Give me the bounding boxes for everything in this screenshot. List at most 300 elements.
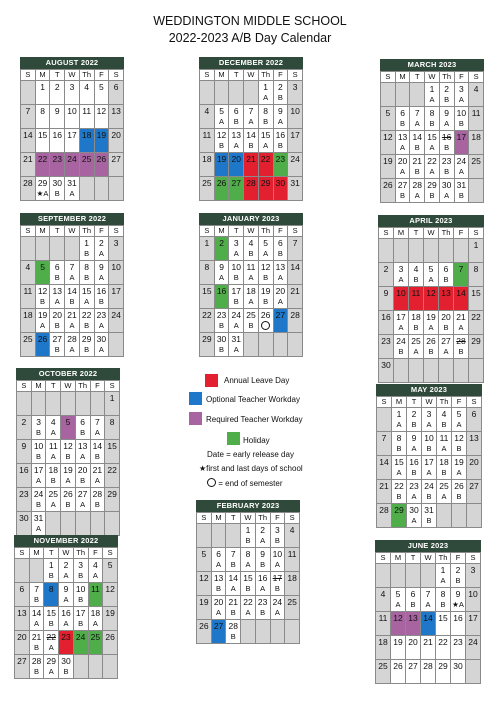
month-grid: [16, 380, 120, 536]
day-cell: [21, 129, 36, 153]
day-cell: [211, 548, 226, 572]
day-cell: [258, 153, 273, 177]
day-cell: [214, 333, 229, 357]
day-cell: [46, 392, 61, 416]
day-number: 21: [67, 310, 77, 320]
day-cell: [451, 612, 466, 636]
day-cell: [46, 440, 61, 464]
ab-day-label: B: [54, 321, 60, 330]
day-cell: [200, 333, 215, 357]
day-number: 4: [84, 82, 90, 92]
ab-day-label: B: [398, 347, 404, 356]
day-number: 24: [468, 637, 478, 647]
day-number: 18: [23, 310, 33, 320]
day-number: 19: [96, 130, 107, 140]
month-calendar: [14, 535, 118, 679]
day-cell: [273, 237, 288, 261]
ab-day-label: B: [274, 536, 280, 545]
day-cell: [258, 129, 273, 153]
day-cell: [29, 559, 44, 583]
ab-day-label: A: [413, 347, 419, 356]
day-cell: [15, 559, 30, 583]
month-title: MARCH 2023: [380, 59, 484, 71]
day-cell: [226, 548, 241, 572]
day-number: 4: [248, 238, 254, 248]
day-cell: [424, 359, 439, 383]
day-cell: [469, 179, 484, 203]
day-cell: [88, 655, 103, 679]
week-row: [17, 392, 120, 416]
day-cell: [273, 285, 288, 309]
day-cell: [407, 408, 422, 432]
day-number: 26: [105, 632, 115, 642]
day-number: 22: [37, 154, 48, 164]
ab-day-label: B: [54, 345, 60, 354]
holiday-swatch: [227, 432, 240, 445]
weekday-header: W: [244, 226, 259, 237]
day-number: 3: [69, 82, 75, 92]
weekday-header: S: [469, 228, 484, 239]
day-number: 13: [213, 573, 224, 583]
day-cell: [241, 596, 256, 620]
day-number: 1: [429, 84, 435, 94]
weekday-header: W: [422, 397, 437, 408]
day-cell: [103, 631, 118, 655]
day-cell: [452, 456, 467, 480]
day-number: 7: [34, 584, 39, 594]
weekday-header: Th: [73, 548, 88, 559]
day-cell: [103, 607, 118, 631]
day-number: 11: [246, 262, 256, 272]
ab-day-label: A: [65, 476, 71, 485]
ab-day-label: A: [458, 323, 464, 332]
day-number: 27: [17, 656, 27, 666]
ab-day-label: B: [94, 452, 100, 461]
ab-day-label: A: [233, 249, 239, 258]
ab-day-label: A: [80, 452, 86, 461]
first-last-note: [199, 464, 303, 473]
day-cell: [226, 596, 241, 620]
day-cell: [229, 333, 244, 357]
day-cell: [105, 416, 120, 440]
day-number: 18: [90, 608, 101, 618]
day-number: 3: [459, 84, 464, 94]
day-number: 5: [201, 549, 207, 559]
day-number: 21: [423, 637, 433, 647]
day-cell: [211, 620, 226, 644]
day-number: 26: [426, 336, 436, 346]
day-cell: [214, 237, 229, 261]
month-grid: [20, 69, 124, 201]
day-cell: [31, 464, 46, 488]
day-cell: [65, 81, 80, 105]
day-number: 9: [21, 441, 27, 451]
day-cell: [285, 524, 300, 548]
day-cell: [376, 660, 391, 684]
day-cell: [200, 177, 215, 201]
ab-day-label: B: [78, 571, 84, 580]
day-cell: [35, 105, 50, 129]
day-cell: [21, 177, 36, 201]
month-title: APRIL 2023: [378, 215, 484, 227]
day-number: 31: [290, 178, 300, 188]
ab-day-label: A: [48, 667, 54, 676]
week-row: [21, 153, 124, 177]
ab-day-label: B: [230, 560, 236, 569]
ab-day-label: A: [233, 321, 239, 330]
day-cell: [469, 239, 484, 263]
day-cell: [270, 572, 285, 596]
day-number: 22: [260, 154, 271, 164]
day-cell: [44, 583, 59, 607]
day-cell: [395, 131, 410, 155]
day-cell: [109, 333, 124, 357]
day-cell: [425, 107, 440, 131]
ab-day-label: A: [426, 468, 432, 477]
weekday-header: S: [197, 513, 212, 524]
day-cell: [21, 309, 36, 333]
day-number: 29: [260, 178, 271, 188]
day-number: 2: [278, 82, 283, 92]
day-number: 19: [63, 465, 73, 475]
day-number: 23: [275, 154, 286, 164]
day-number: 30: [275, 178, 286, 188]
ab-day-label: B: [414, 167, 420, 176]
day-number: 30: [381, 360, 391, 370]
day-number: 20: [52, 310, 62, 320]
day-cell: [214, 309, 229, 333]
day-number: 28: [246, 178, 256, 188]
day-cell: [454, 131, 469, 155]
day-number: 7: [230, 549, 236, 559]
day-number: 23: [453, 637, 463, 647]
ab-day-label: B: [78, 595, 84, 604]
day-cell: [65, 309, 80, 333]
day-cell: [394, 335, 409, 359]
day-number: 10: [456, 108, 467, 118]
day-number: 4: [413, 264, 419, 274]
day-number: 26: [63, 489, 73, 499]
weekday-header: W: [241, 513, 256, 524]
week-row: [379, 359, 484, 383]
ab-day-label: A: [92, 571, 98, 580]
day-cell: [379, 359, 394, 383]
day-number: 10: [111, 262, 121, 272]
day-cell: [197, 620, 212, 644]
day-cell: [394, 359, 409, 383]
day-cell: [454, 83, 469, 107]
day-number: 28: [379, 505, 389, 515]
ab-day-label: B: [456, 492, 462, 501]
day-cell: [377, 456, 392, 480]
week-row: [377, 408, 482, 432]
day-number: 16: [96, 286, 107, 296]
day-cell: [409, 359, 424, 383]
day-number: 24: [67, 154, 77, 164]
week-row: [377, 504, 482, 528]
month-calendar: [199, 213, 303, 357]
day-number: 30: [52, 178, 62, 188]
day-cell: [200, 153, 215, 177]
day-number: 28: [228, 621, 238, 631]
day-number: 16: [441, 132, 452, 142]
day-number: 10: [468, 589, 478, 599]
ab-day-label: B: [80, 428, 86, 437]
week-row: [200, 309, 303, 333]
day-number: 10: [75, 584, 86, 594]
day-cell: [35, 177, 50, 201]
day-number: 2: [260, 525, 266, 535]
weekday-header: F: [452, 397, 467, 408]
day-cell: [109, 105, 124, 129]
ab-day-label: A: [245, 560, 251, 569]
day-number: 12: [216, 130, 227, 140]
day-cell: [61, 488, 76, 512]
ab-day-label: A: [63, 619, 69, 628]
day-cell: [452, 432, 467, 456]
day-number: 28: [412, 180, 422, 190]
day-cell: [88, 607, 103, 631]
weekday-header: S: [379, 228, 394, 239]
day-number: 20: [231, 154, 241, 164]
day-cell: [436, 564, 451, 588]
day-number: 13: [52, 286, 62, 296]
day-number: 17: [231, 286, 241, 296]
day-cell: [109, 153, 124, 177]
day-cell: [451, 660, 466, 684]
day-number: 4: [473, 84, 479, 94]
day-cell: [273, 309, 288, 333]
day-cell: [79, 261, 94, 285]
day-number: 1: [84, 238, 90, 248]
day-cell: [75, 464, 90, 488]
day-number: 16: [409, 457, 419, 467]
day-cell: [35, 129, 50, 153]
day-number: 5: [99, 82, 104, 92]
day-cell: [244, 129, 259, 153]
weekday-header: S: [21, 226, 36, 237]
ab-day-label: B: [65, 452, 71, 461]
day-cell: [467, 408, 482, 432]
day-number: 22: [427, 156, 437, 166]
day-number: 16: [453, 613, 463, 623]
ab-day-label: B: [400, 191, 406, 200]
day-number: 1: [40, 82, 45, 92]
day-cell: [46, 464, 61, 488]
ab-day-label: A: [456, 468, 462, 477]
day-cell: [31, 512, 46, 536]
day-cell: [394, 263, 409, 287]
day-cell: [75, 416, 90, 440]
weekday-header: W: [425, 72, 440, 83]
day-number: 31: [67, 178, 77, 188]
week-row: [15, 607, 118, 631]
day-cell: [21, 105, 36, 129]
day-cell: [439, 155, 454, 179]
day-cell: [395, 83, 410, 107]
day-cell: [79, 153, 94, 177]
day-cell: [94, 237, 109, 261]
day-cell: [50, 261, 65, 285]
day-cell: [454, 179, 469, 203]
day-number: 1: [263, 82, 269, 92]
day-number: 9: [444, 108, 450, 118]
week-row: [17, 416, 120, 440]
day-cell: [288, 237, 303, 261]
day-number: 20: [213, 597, 224, 607]
ab-day-label: B: [428, 347, 434, 356]
day-cell: [469, 107, 484, 131]
week-row: [197, 596, 300, 620]
day-number: 7: [458, 264, 464, 274]
day-cell: [59, 655, 74, 679]
day-cell: [229, 177, 244, 201]
day-cell: [270, 620, 285, 644]
day-number: 28: [23, 178, 33, 188]
day-number: 25: [287, 597, 297, 607]
day-number: 8: [440, 589, 446, 599]
month-calendar: [376, 384, 482, 528]
day-cell: [406, 612, 421, 636]
day-cell: [79, 129, 94, 153]
day-number: 31: [456, 180, 467, 190]
ab-day-label: A: [98, 273, 104, 282]
day-cell: [197, 572, 212, 596]
day-cell: [79, 309, 94, 333]
end-semester-circle-icon: [261, 321, 270, 330]
day-number: 17: [33, 465, 44, 475]
day-cell: [258, 81, 273, 105]
day-number: 20: [77, 465, 88, 475]
ab-day-label: A: [400, 167, 406, 176]
weekday-header: S: [200, 70, 215, 81]
day-number: 14: [379, 457, 389, 467]
week-row: [200, 105, 303, 129]
day-cell: [94, 333, 109, 357]
day-number: 15: [107, 441, 117, 451]
day-cell: [65, 153, 80, 177]
day-number: 7: [95, 417, 100, 427]
day-cell: [467, 480, 482, 504]
day-cell: [406, 564, 421, 588]
day-cell: [50, 105, 65, 129]
day-number: 28: [31, 656, 42, 666]
day-cell: [270, 596, 285, 620]
ab-day-label: A: [69, 189, 75, 198]
day-number: 29: [471, 336, 481, 346]
day-cell: [381, 131, 396, 155]
day-number: 8: [396, 433, 402, 443]
day-number: 20: [111, 130, 121, 140]
weekday-header: S: [381, 72, 396, 83]
day-cell: [273, 129, 288, 153]
ab-day-label: B: [260, 560, 266, 569]
day-number: 12: [199, 573, 209, 583]
day-cell: [439, 239, 454, 263]
weekday-header: F: [88, 548, 103, 559]
day-number: 18: [81, 130, 92, 140]
day-number: 12: [454, 433, 464, 443]
ab-day-label: A: [458, 167, 464, 176]
day-number: 26: [393, 661, 403, 671]
day-number: 17: [272, 573, 283, 583]
day-cell: [94, 105, 109, 129]
day-number: 29: [438, 661, 448, 671]
day-cell: [421, 636, 436, 660]
day-number: 13: [77, 441, 88, 451]
ab-day-label: A: [92, 619, 98, 628]
ab-day-label: B: [444, 143, 450, 152]
day-cell: [391, 660, 406, 684]
day-cell: [35, 153, 50, 177]
ab-day-label: A: [94, 476, 100, 485]
ab-day-label: A: [428, 275, 434, 284]
day-number: 23: [257, 597, 268, 607]
ab-day-label: B: [248, 321, 254, 330]
weekday-header: T: [46, 381, 61, 392]
week-row: [21, 309, 124, 333]
day-cell: [410, 131, 425, 155]
day-cell: [21, 285, 36, 309]
day-cell: [214, 81, 229, 105]
weekday-header: F: [454, 228, 469, 239]
day-number: 18: [378, 637, 388, 647]
month-title: AUGUST 2022: [20, 57, 124, 69]
day-number: 6: [19, 584, 25, 594]
day-cell: [466, 612, 481, 636]
day-number: 3: [233, 238, 239, 248]
day-cell: [244, 237, 259, 261]
ab-day-label: B: [233, 273, 239, 282]
day-number: 24: [231, 310, 241, 320]
day-number: 8: [429, 108, 435, 118]
weekday-header: S: [377, 397, 392, 408]
day-cell: [452, 480, 467, 504]
weekday-header: W: [59, 548, 74, 559]
day-cell: [273, 81, 288, 105]
weekday-header: Th: [258, 70, 273, 81]
weekday-header: F: [270, 513, 285, 524]
day-number: 30: [453, 661, 463, 671]
day-number: 11: [48, 441, 58, 451]
ab-day-label: B: [36, 452, 42, 461]
day-number: 26: [96, 154, 107, 164]
ab-day-label: A: [458, 95, 464, 104]
day-number: 25: [202, 178, 212, 188]
week-row: [17, 464, 120, 488]
weekday-header: Th: [255, 513, 270, 524]
ab-day-label: B: [65, 500, 71, 509]
week-row: [200, 81, 303, 105]
month-grid: [20, 225, 124, 357]
day-number: 9: [278, 106, 283, 116]
weekday-header: F: [94, 226, 109, 237]
ab-day-label: B: [94, 500, 100, 509]
day-cell: [17, 464, 32, 488]
ab-day-label: B: [84, 249, 90, 258]
ab-day-label: A: [263, 93, 269, 102]
day-cell: [61, 416, 76, 440]
month-title: DECEMBER 2022: [199, 57, 303, 69]
day-number: 21: [246, 154, 256, 164]
weekday-header: W: [421, 553, 436, 564]
day-cell: [381, 107, 396, 131]
day-number: 27: [52, 334, 62, 344]
ab-day-label: A: [411, 516, 417, 525]
ab-day-label: A: [69, 345, 75, 354]
day-cell: [109, 129, 124, 153]
ab-day-label: B: [444, 95, 450, 104]
